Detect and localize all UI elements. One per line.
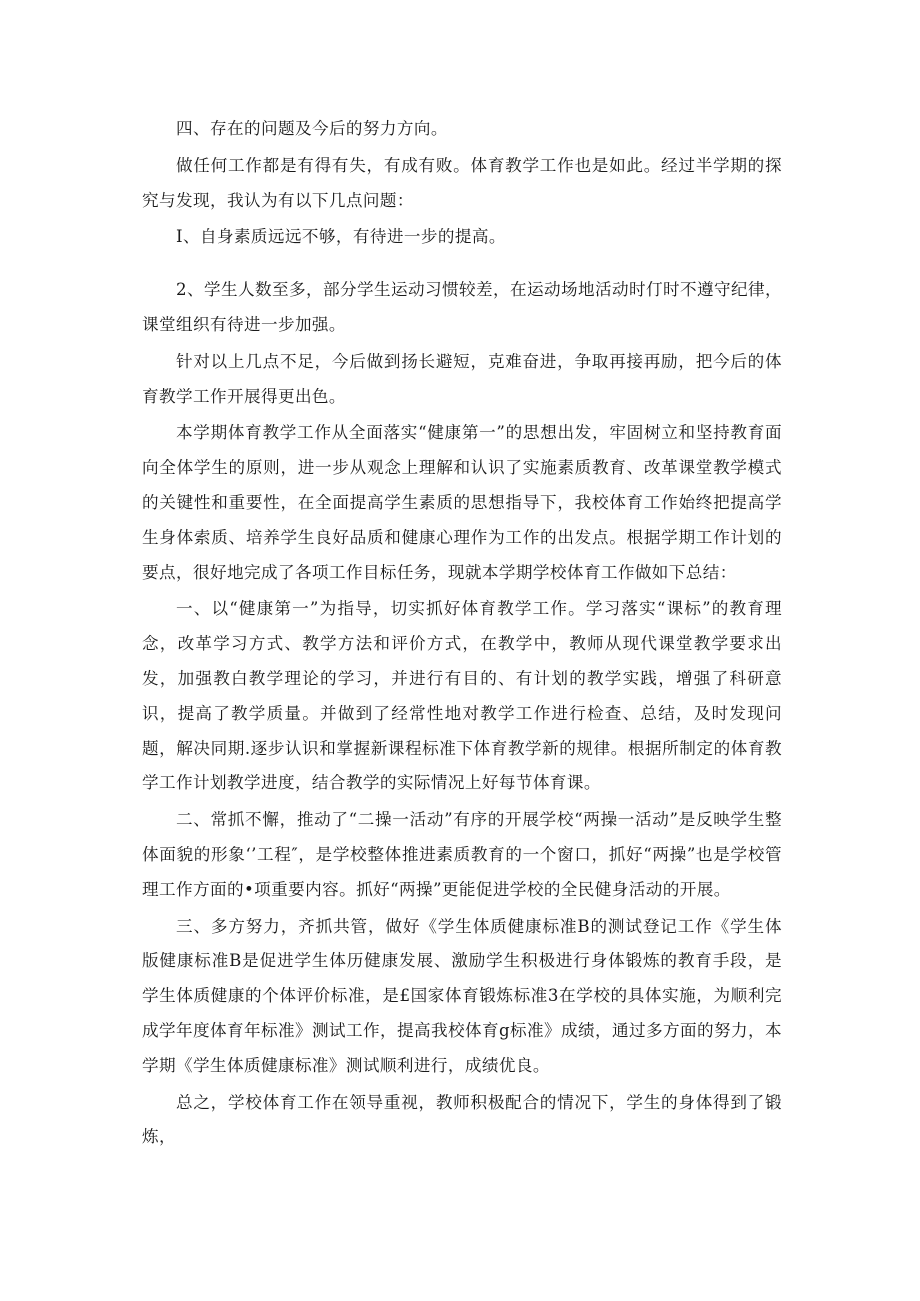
paragraph-point-1: 一、以“健康第一”为指导，切实抓好体育教学工作。学习落实“课标”的教育理念，改革学习方式、教学方法和评价方式，在教学中，教师从现代课堂教学要求出发，加强教白教学理论的学习，并进行有目的、有计划的教学实践，增强了科研意识，提高了教学质量。并做到了经常性地对教学工作进行检查、总结，及时发现问题，解决同期.逐步认识和掌握新课程标准下体育教学新的规律。根据所制定的体育教学工作计划教学进度，结合教学的实际情况上好每节体育课。 (142, 599, 782, 793)
paragraph-remedy: 针对以上几点不足，今后做到扬长避短，克难奋进，争取再接再励，把今后的体育教学工作开展得更出色。 (142, 351, 782, 406)
section-heading: 四、存在的问题及今后的努力方向。 (176, 119, 448, 138)
paragraph-point-3: 三、多方努力，齐抓共管，做好《学生体质健康标准B的测试登记工作《学生体版健康标准B是促进学生体历健康发展、激励学生积极进行身体锻炼的教育手段，是学生体质健康的个体评价标准，是£国家体育锻炼标准3在学校的具体实施，为顺利完成学年度体育年标准》测试工作，提高我校体育g标准》成绩，通过多方面的努力，本学期《学生体质健康标准》测试顺利进行，成绩优良。 (142, 916, 782, 1075)
paragraph-point-2: 二、常抓不懈，推动了“二操一活动”有序的开展学校“两操一活动”是反映学生整体面貌的形象‘’工程″，是学校整体推进素质教育的一个窗口，抓好“两操”也是学校管理工作方面的•项重要内容。抓好“两操”更能促进学校的全民健身活动的开展。 (142, 810, 782, 899)
paragraph-conclusion: 总之，学校体育工作在领导重视，教师积极配合的情况下，学生的身体得到了锻炼， (142, 1092, 782, 1147)
paragraph-summary-intro: 本学期体育教学工作从全面落实“健康第一”的思想出发，牢固树立和坚持教育面向全体学生的原则，进一步从观念上理解和认识了实施素质教育、改革课堂教学模式的关键性和重要性，在全面提高学生素质的思想指导下，我校体育工作始终把提高学生身体索质、培养学生良好品质和健康心理作为工作的出发点。根据学期工作计划的要点，很好地完成了各项工作目标任务，现就本学期学校体育工作做如下总结： (142, 423, 782, 582)
paragraph-intro: 做任何工作都是有得有失，有成有败。体育教学工作也是如此。经过半学期的探究与发现，我认为有以下几点问题： (142, 155, 782, 210)
paragraph-issue-2: 2、学生人数至多，部分学生运动习惯较差，在运动场地活动时仃时不遵守纪律，课堂组织有待进一步加强。 (142, 280, 782, 334)
paragraph-issue-1: I、自身素质远远不够，有待进一步的提高。 (176, 227, 506, 247)
